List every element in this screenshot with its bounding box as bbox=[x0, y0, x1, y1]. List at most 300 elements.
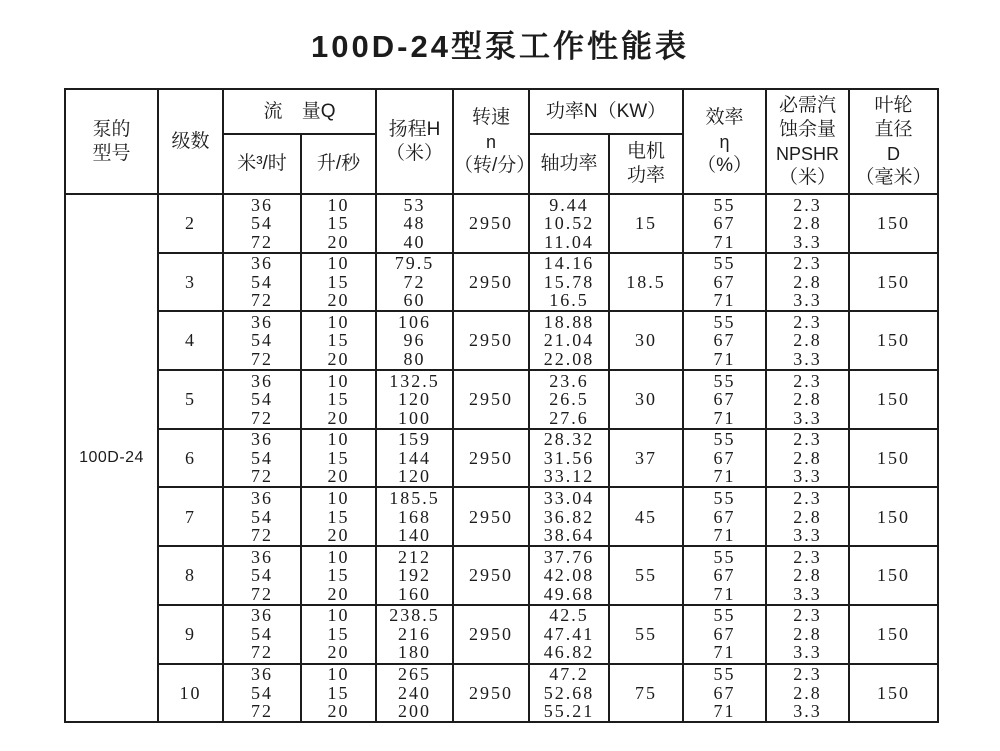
motor-power-cell: 15 bbox=[609, 194, 683, 253]
header-flow-m3h: 米³/时 bbox=[223, 134, 301, 194]
header-npshr-line: （米） bbox=[779, 166, 837, 188]
npshr-cell bbox=[766, 546, 849, 605]
efficiency-value: 55 bbox=[713, 546, 736, 567]
flow-ls-value: 10 bbox=[327, 664, 350, 685]
efficiency-value: 67 bbox=[713, 330, 736, 351]
flow-m3h-value: 54 bbox=[251, 213, 273, 234]
head-cell bbox=[376, 429, 453, 488]
head-value: 212 bbox=[398, 546, 431, 567]
shaft-power-value: 14.16 bbox=[543, 253, 595, 274]
head-value: 200 bbox=[398, 701, 431, 722]
head-value: 96 bbox=[403, 330, 426, 351]
model-cell: 100D-24 bbox=[65, 194, 158, 722]
header-npshr bbox=[766, 89, 849, 194]
head-value: 40 bbox=[403, 231, 426, 252]
flow-m3h-value: 72 bbox=[251, 231, 273, 252]
header-motor-power-line: 电机 bbox=[627, 141, 666, 162]
npshr-value: 2.3 bbox=[793, 194, 822, 215]
motor-power-cell: 45 bbox=[609, 487, 683, 546]
efficiency-value: 55 bbox=[713, 194, 736, 215]
npshr-cell bbox=[766, 487, 849, 546]
flow-m3h-value: 54 bbox=[251, 506, 273, 527]
npshr-value: 2.3 bbox=[793, 429, 822, 450]
shaft-power-cell bbox=[529, 370, 609, 429]
flow-m3h-cell bbox=[223, 311, 301, 370]
flow-ls-cell bbox=[301, 194, 376, 253]
head-value: 60 bbox=[403, 290, 426, 311]
npshr-cell bbox=[766, 429, 849, 488]
flow-m3h-value: 54 bbox=[251, 389, 273, 410]
flow-ls-cell bbox=[301, 664, 376, 723]
flow-ls-value: 15 bbox=[327, 389, 350, 410]
flow-m3h-cell bbox=[223, 194, 301, 253]
header-motor-power bbox=[609, 134, 683, 194]
flow-m3h-value: 54 bbox=[251, 623, 273, 644]
motor-power-cell: 18.5 bbox=[609, 253, 683, 312]
stages-cell: 2 bbox=[158, 194, 223, 253]
npshr-value: 3.3 bbox=[793, 525, 822, 546]
shaft-power-value: 27.6 bbox=[549, 407, 589, 428]
flow-ls-value: 15 bbox=[327, 271, 350, 292]
flow-ls-cell bbox=[301, 370, 376, 429]
shaft-power-value: 10.52 bbox=[543, 213, 595, 234]
head-cell bbox=[376, 370, 453, 429]
stages-cell: 5 bbox=[158, 370, 223, 429]
flow-ls-value: 20 bbox=[327, 583, 350, 604]
header-head bbox=[376, 89, 453, 194]
speed-cell: 2950 bbox=[453, 370, 529, 429]
head-value: 160 bbox=[398, 583, 431, 604]
impeller-cell: 150 bbox=[849, 429, 938, 488]
npshr-cell bbox=[766, 664, 849, 723]
table-row bbox=[65, 605, 938, 664]
flow-m3h-value: 54 bbox=[251, 330, 273, 351]
flow-ls-value: 20 bbox=[327, 525, 350, 546]
efficiency-cell bbox=[683, 546, 766, 605]
npshr-value: 3.3 bbox=[793, 407, 822, 428]
header-model-line: 泵的 bbox=[92, 118, 131, 140]
impeller-cell: 150 bbox=[849, 253, 938, 312]
shaft-power-value: 33.12 bbox=[543, 466, 595, 487]
flow-m3h-value: 36 bbox=[251, 488, 273, 509]
efficiency-value: 71 bbox=[713, 466, 736, 487]
flow-ls-value: 10 bbox=[327, 429, 350, 450]
header-stages: 级数 bbox=[158, 89, 223, 194]
shaft-power-cell bbox=[529, 311, 609, 370]
motor-power-cell: 55 bbox=[609, 546, 683, 605]
npshr-value: 2.8 bbox=[793, 682, 822, 703]
flow-ls-value: 20 bbox=[327, 407, 350, 428]
flow-ls-value: 10 bbox=[327, 370, 350, 391]
flow-m3h-value: 72 bbox=[251, 583, 273, 604]
efficiency-cell bbox=[683, 311, 766, 370]
header-impeller-line: 直径 bbox=[874, 118, 913, 140]
stages-cell: 7 bbox=[158, 487, 223, 546]
speed-cell: 2950 bbox=[453, 664, 529, 723]
flow-ls-value: 10 bbox=[327, 253, 350, 274]
npshr-value: 2.3 bbox=[793, 488, 822, 509]
flow-m3h-value: 72 bbox=[251, 348, 273, 369]
head-value: 159 bbox=[398, 429, 431, 450]
npshr-value: 3.3 bbox=[793, 642, 822, 663]
flow-ls-value: 10 bbox=[327, 194, 350, 215]
head-value: 132.5 bbox=[389, 370, 440, 391]
table-row bbox=[65, 311, 938, 370]
header-efficiency-line: （%） bbox=[697, 154, 752, 176]
flow-ls-value: 15 bbox=[327, 330, 350, 351]
head-value: 106 bbox=[398, 311, 431, 332]
impeller-cell: 150 bbox=[849, 311, 938, 370]
shaft-power-value: 52.68 bbox=[543, 682, 595, 703]
shaft-power-cell bbox=[529, 605, 609, 664]
head-cell bbox=[376, 487, 453, 546]
impeller-cell: 150 bbox=[849, 487, 938, 546]
npshr-value: 3.3 bbox=[793, 348, 822, 369]
speed-cell: 2950 bbox=[453, 546, 529, 605]
flow-ls-cell bbox=[301, 253, 376, 312]
table-row bbox=[65, 194, 938, 253]
flow-m3h-cell bbox=[223, 546, 301, 605]
head-value: 240 bbox=[398, 682, 431, 703]
efficiency-value: 67 bbox=[713, 213, 736, 234]
shaft-power-value: 46.82 bbox=[543, 642, 595, 663]
header-flow: 流 量Q bbox=[223, 89, 376, 134]
flow-ls-cell bbox=[301, 487, 376, 546]
efficiency-value: 71 bbox=[713, 407, 736, 428]
header-impeller-line: D bbox=[887, 143, 901, 164]
efficiency-value: 71 bbox=[713, 701, 736, 722]
npshr-value: 2.8 bbox=[793, 506, 822, 527]
shaft-power-value: 22.08 bbox=[543, 348, 595, 369]
motor-power-cell: 30 bbox=[609, 370, 683, 429]
efficiency-value: 67 bbox=[713, 506, 736, 527]
flow-ls-value: 10 bbox=[327, 488, 350, 509]
header-motor-power-line: 功率 bbox=[627, 165, 666, 186]
head-cell bbox=[376, 605, 453, 664]
shaft-power-value: 33.04 bbox=[543, 488, 595, 509]
efficiency-value: 71 bbox=[713, 348, 736, 369]
efficiency-value: 71 bbox=[713, 525, 736, 546]
npshr-cell bbox=[766, 253, 849, 312]
impeller-cell: 150 bbox=[849, 546, 938, 605]
shaft-power-value: 47.41 bbox=[543, 623, 595, 644]
header-head-line: （米） bbox=[385, 142, 443, 164]
shaft-power-value: 42.5 bbox=[549, 605, 589, 626]
head-value: 48 bbox=[403, 213, 426, 234]
header-model bbox=[65, 89, 158, 194]
efficiency-value: 67 bbox=[713, 389, 736, 410]
flow-ls-value: 15 bbox=[327, 565, 350, 586]
efficiency-value: 71 bbox=[713, 231, 736, 252]
header-efficiency bbox=[683, 89, 766, 194]
flow-ls-value: 15 bbox=[327, 506, 350, 527]
header-speed-line: n bbox=[485, 131, 496, 152]
motor-power-cell: 75 bbox=[609, 664, 683, 723]
flow-ls-value: 20 bbox=[327, 466, 350, 487]
header-flow-ls: 升/秒 bbox=[301, 134, 376, 194]
flow-m3h-value: 36 bbox=[251, 194, 273, 215]
npshr-value: 2.3 bbox=[793, 546, 822, 567]
shaft-power-value: 18.88 bbox=[543, 311, 595, 332]
header-efficiency-line: 效率 bbox=[705, 106, 744, 128]
performance-table bbox=[64, 88, 939, 723]
stages-cell: 8 bbox=[158, 546, 223, 605]
head-value: 53 bbox=[403, 194, 426, 215]
npshr-value: 2.8 bbox=[793, 389, 822, 410]
shaft-power-value: 23.6 bbox=[549, 370, 589, 391]
head-value: 168 bbox=[398, 506, 431, 527]
table-body bbox=[65, 194, 938, 722]
efficiency-value: 67 bbox=[713, 565, 736, 586]
impeller-cell: 150 bbox=[849, 605, 938, 664]
efficiency-cell bbox=[683, 429, 766, 488]
head-value: 192 bbox=[398, 565, 431, 586]
head-value: 144 bbox=[398, 447, 431, 468]
flow-m3h-value: 36 bbox=[251, 605, 273, 626]
table-header bbox=[65, 89, 938, 194]
shaft-power-value: 28.32 bbox=[543, 429, 595, 450]
header-efficiency-line: η bbox=[719, 131, 730, 152]
flow-m3h-value: 72 bbox=[251, 466, 273, 487]
npshr-value: 3.3 bbox=[793, 231, 822, 252]
header-npshr-line: 必需汽 bbox=[779, 94, 837, 116]
npshr-value: 3.3 bbox=[793, 290, 822, 311]
flow-m3h-value: 54 bbox=[251, 565, 273, 586]
flow-m3h-value: 72 bbox=[251, 701, 273, 722]
shaft-power-value: 36.82 bbox=[543, 506, 595, 527]
efficiency-value: 71 bbox=[713, 642, 736, 663]
head-cell bbox=[376, 546, 453, 605]
head-value: 120 bbox=[398, 466, 431, 487]
efficiency-value: 55 bbox=[713, 370, 736, 391]
head-value: 216 bbox=[398, 623, 431, 644]
shaft-power-value: 55.21 bbox=[543, 701, 595, 722]
npshr-value: 2.3 bbox=[793, 370, 822, 391]
header-speed bbox=[453, 89, 536, 194]
flow-m3h-value: 72 bbox=[251, 525, 273, 546]
head-value: 185.5 bbox=[389, 488, 440, 509]
efficiency-value: 55 bbox=[713, 311, 736, 332]
flow-m3h-value: 36 bbox=[251, 664, 273, 685]
page-title: 100D-24型泵工作性能表 bbox=[311, 29, 689, 64]
shaft-power-value: 15.78 bbox=[543, 271, 595, 292]
flow-ls-value: 15 bbox=[327, 682, 350, 703]
npshr-value: 2.3 bbox=[793, 311, 822, 332]
npshr-value: 2.8 bbox=[793, 447, 822, 468]
npshr-value: 3.3 bbox=[793, 583, 822, 604]
npshr-value: 2.8 bbox=[793, 271, 822, 292]
flow-m3h-value: 36 bbox=[251, 253, 273, 274]
efficiency-cell bbox=[683, 605, 766, 664]
header-speed-line: （转/分） bbox=[454, 154, 536, 176]
header-npshr-line: 蚀余量 bbox=[779, 118, 837, 140]
flow-m3h-value: 54 bbox=[251, 271, 273, 292]
header-speed-line: 转速 bbox=[471, 106, 510, 128]
impeller-cell: 150 bbox=[849, 664, 938, 723]
flow-m3h-value: 72 bbox=[251, 407, 273, 428]
table-row bbox=[65, 664, 938, 723]
flow-m3h-value: 72 bbox=[251, 642, 273, 663]
impeller-cell: 150 bbox=[849, 194, 938, 253]
efficiency-cell bbox=[683, 253, 766, 312]
flow-m3h-cell bbox=[223, 429, 301, 488]
head-value: 238.5 bbox=[389, 605, 440, 626]
flow-m3h-value: 54 bbox=[251, 447, 273, 468]
flow-ls-value: 10 bbox=[327, 311, 350, 332]
shaft-power-value: 21.04 bbox=[543, 330, 595, 351]
flow-m3h-cell bbox=[223, 664, 301, 723]
motor-power-cell: 37 bbox=[609, 429, 683, 488]
npshr-value: 3.3 bbox=[793, 701, 822, 722]
header-impeller-line: 叶轮 bbox=[874, 94, 913, 116]
flow-ls-value: 20 bbox=[327, 290, 350, 311]
head-value: 100 bbox=[398, 407, 431, 428]
head-value: 265 bbox=[398, 664, 431, 685]
shaft-power-cell bbox=[529, 487, 609, 546]
shaft-power-value: 11.04 bbox=[544, 231, 594, 252]
npshr-value: 2.3 bbox=[793, 253, 822, 274]
shaft-power-value: 26.5 bbox=[549, 389, 589, 410]
npshr-value: 2.8 bbox=[793, 623, 822, 644]
flow-m3h-value: 36 bbox=[251, 311, 273, 332]
shaft-power-value: 16.5 bbox=[549, 290, 589, 311]
flow-ls-value: 20 bbox=[327, 642, 350, 663]
header-row-1 bbox=[65, 89, 938, 134]
header-power: 功率N（KW） bbox=[529, 89, 683, 134]
flow-ls-cell bbox=[301, 311, 376, 370]
flow-ls-value: 10 bbox=[327, 605, 350, 626]
npshr-value: 3.3 bbox=[793, 466, 822, 487]
speed-cell: 2950 bbox=[453, 253, 529, 312]
npshr-cell bbox=[766, 311, 849, 370]
npshr-value: 2.3 bbox=[793, 605, 822, 626]
flow-ls-value: 15 bbox=[327, 447, 350, 468]
efficiency-cell bbox=[683, 370, 766, 429]
efficiency-value: 55 bbox=[713, 664, 736, 685]
head-value: 72 bbox=[403, 271, 426, 292]
shaft-power-value: 49.68 bbox=[543, 583, 595, 604]
efficiency-value: 55 bbox=[713, 253, 736, 274]
shaft-power-value: 42.08 bbox=[543, 565, 595, 586]
head-value: 120 bbox=[398, 389, 431, 410]
stages-cell: 10 bbox=[158, 664, 223, 723]
flow-ls-value: 20 bbox=[327, 348, 350, 369]
flow-m3h-value: 72 bbox=[251, 290, 273, 311]
flow-ls-cell bbox=[301, 605, 376, 664]
shaft-power-value: 38.64 bbox=[543, 525, 595, 546]
table-row bbox=[65, 253, 938, 312]
stages-cell: 6 bbox=[158, 429, 223, 488]
stages-cell: 3 bbox=[158, 253, 223, 312]
motor-power-cell: 30 bbox=[609, 311, 683, 370]
efficiency-value: 67 bbox=[713, 623, 736, 644]
efficiency-cell bbox=[683, 194, 766, 253]
shaft-power-value: 47.2 bbox=[549, 664, 589, 685]
npshr-value: 2.8 bbox=[793, 213, 822, 234]
speed-cell: 2950 bbox=[453, 311, 529, 370]
npshr-value: 2.3 bbox=[793, 664, 822, 685]
npshr-cell bbox=[766, 370, 849, 429]
speed-cell: 2950 bbox=[453, 487, 529, 546]
head-value: 79.5 bbox=[394, 253, 435, 274]
table-row bbox=[65, 370, 938, 429]
flow-ls-value: 10 bbox=[327, 546, 350, 567]
shaft-power-cell bbox=[529, 253, 609, 312]
flow-m3h-cell bbox=[223, 605, 301, 664]
speed-cell: 2950 bbox=[453, 429, 529, 488]
npshr-value: 2.8 bbox=[793, 330, 822, 351]
head-cell bbox=[376, 311, 453, 370]
speed-cell: 2950 bbox=[453, 194, 529, 253]
flow-ls-value: 15 bbox=[327, 623, 350, 644]
efficiency-value: 67 bbox=[713, 271, 736, 292]
shaft-power-cell bbox=[529, 429, 609, 488]
table-row bbox=[65, 546, 938, 605]
header-impeller bbox=[849, 89, 938, 194]
efficiency-cell bbox=[683, 487, 766, 546]
shaft-power-value: 37.76 bbox=[543, 546, 595, 567]
flow-m3h-cell bbox=[223, 487, 301, 546]
shaft-power-value: 9.44 bbox=[549, 194, 589, 215]
flow-m3h-cell bbox=[223, 370, 301, 429]
npshr-cell bbox=[766, 194, 849, 253]
efficiency-value: 71 bbox=[713, 290, 736, 311]
npshr-value: 2.8 bbox=[793, 565, 822, 586]
flow-ls-value: 20 bbox=[327, 701, 350, 722]
npshr-cell bbox=[766, 605, 849, 664]
header-impeller-line: （毫米） bbox=[855, 166, 932, 188]
flow-ls-value: 15 bbox=[327, 213, 350, 234]
motor-power-cell: 55 bbox=[609, 605, 683, 664]
flow-m3h-value: 36 bbox=[251, 546, 273, 567]
head-value: 180 bbox=[398, 642, 431, 663]
header-model-line: 型号 bbox=[92, 142, 131, 164]
flow-m3h-value: 54 bbox=[251, 682, 273, 703]
efficiency-value: 71 bbox=[713, 583, 736, 604]
shaft-power-value: 31.56 bbox=[543, 447, 595, 468]
head-value: 140 bbox=[398, 525, 431, 546]
flow-m3h-value: 36 bbox=[251, 429, 273, 450]
efficiency-cell bbox=[683, 664, 766, 723]
table-row bbox=[65, 429, 938, 488]
speed-cell: 2950 bbox=[453, 605, 529, 664]
flow-ls-cell bbox=[301, 429, 376, 488]
header-shaft-power: 轴功率 bbox=[529, 134, 609, 194]
flow-ls-value: 20 bbox=[327, 231, 350, 252]
flow-ls-cell bbox=[301, 546, 376, 605]
head-value: 80 bbox=[403, 348, 426, 369]
table-row bbox=[65, 487, 938, 546]
impeller-cell: 150 bbox=[849, 370, 938, 429]
shaft-power-cell bbox=[529, 194, 609, 253]
header-head-line: 扬程H bbox=[388, 118, 441, 140]
header-npshr-line: NPSHR bbox=[776, 143, 840, 164]
stages-cell: 4 bbox=[158, 311, 223, 370]
efficiency-value: 55 bbox=[713, 429, 736, 450]
efficiency-value: 67 bbox=[713, 447, 736, 468]
flow-m3h-cell bbox=[223, 253, 301, 312]
head-cell bbox=[376, 253, 453, 312]
efficiency-value: 55 bbox=[713, 488, 736, 509]
efficiency-value: 55 bbox=[713, 605, 736, 626]
head-cell bbox=[376, 194, 453, 253]
stages-cell: 9 bbox=[158, 605, 223, 664]
flow-m3h-value: 36 bbox=[251, 370, 273, 391]
shaft-power-cell bbox=[529, 664, 609, 723]
shaft-power-cell bbox=[529, 546, 609, 605]
efficiency-value: 67 bbox=[713, 682, 736, 703]
head-cell bbox=[376, 664, 453, 723]
